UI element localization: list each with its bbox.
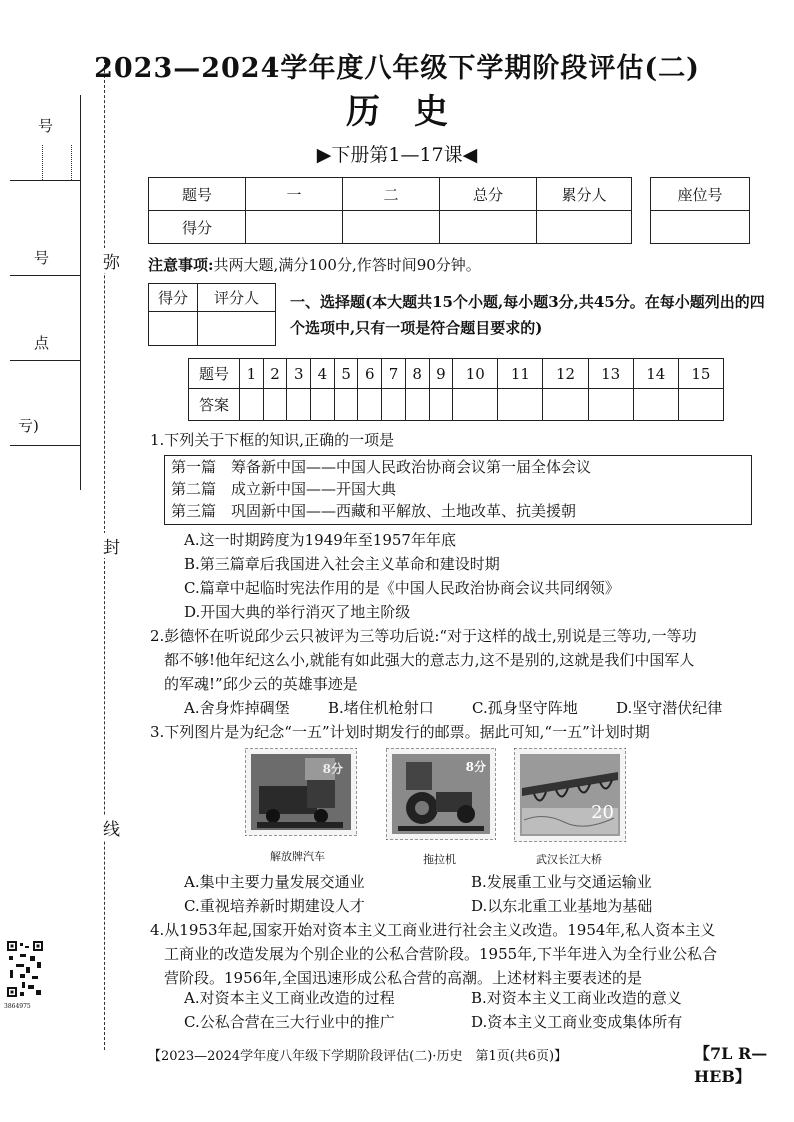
answer-blank-cell[interactable] [429, 389, 453, 421]
q4-option-b[interactable]: B.对资本主义工商业改造的意义 [471, 989, 682, 1007]
answer-blank-cell[interactable] [678, 389, 723, 421]
q3-option-b[interactable]: B.发展重工业与交通运输业 [471, 873, 652, 891]
stamp-caption: 武汉长江大桥 [536, 853, 602, 866]
answer-number-cell: 1 [240, 359, 264, 389]
q1-stem: 1.下列关于下框的知识,正确的一项是 [150, 431, 395, 449]
grader-box [148, 283, 276, 346]
answer-number-cell: 5 [334, 359, 358, 389]
answer-row-label: 题号 [189, 359, 240, 389]
score-table [148, 177, 632, 244]
answer-blank-cell[interactable] [358, 389, 382, 421]
sidebar-label: 号 [34, 249, 50, 267]
answer-number-cell: 2 [263, 359, 287, 389]
seat-table [650, 177, 750, 244]
q3-option-a[interactable]: A.集中主要力量发展交通业 [184, 873, 365, 891]
binding-rule [10, 445, 80, 446]
q4-stem-line: 工商业的改造发展为个别企业的公私合营阶段。1955年,下半年进入为全行业公私合 [164, 945, 717, 963]
answer-number-cell: 9 [429, 359, 453, 389]
q2-option-d[interactable]: D.坚守潜伏纪律 [616, 699, 723, 717]
answer-row-label: 答案 [189, 389, 240, 421]
answer-blank-cell[interactable] [543, 389, 588, 421]
score-cell[interactable] [537, 211, 632, 244]
notice-text: 共两大题,满分100分,作答时间90分钟。 [213, 256, 481, 274]
seal-char: 封 [103, 533, 120, 558]
exam-title: 2023—2024学年度八年级下学期阶段评估(二) [94, 53, 700, 84]
binding-rule [10, 180, 80, 181]
stamp-truck [245, 748, 357, 836]
answer-blank-cell[interactable] [588, 389, 633, 421]
score-table-row-label: 得分 [149, 211, 246, 244]
section-1-title: 一、选择题(本大题共15个小题,每小题3分,共45分。在每小题列出的四个选项中,只有一项是符合题目要求的) [290, 293, 765, 337]
seal-char: 线 [103, 815, 120, 840]
stamp-bridge [514, 748, 626, 842]
answer-number-cell: 11 [498, 359, 543, 389]
qr-code [6, 940, 44, 998]
q1-option-b[interactable]: B.第三篇章后我国进入社会主义革命和建设时期 [184, 555, 500, 573]
stamp-value: 20 [591, 802, 614, 823]
stamp-value: 8分 [322, 762, 343, 776]
q2-option-a[interactable]: A.舍身炸掉碉堡 [184, 699, 290, 717]
seal-char: 弥 [103, 248, 120, 273]
q2-stem-line: 2.彭德怀在听说邱少云只被评为三等功后说:“对于这样的战士,别说是三等功,一等功 [150, 627, 697, 645]
q1-options [184, 528, 620, 624]
answer-number-cell: 8 [405, 359, 429, 389]
q2-option-b[interactable]: B.堵住机枪射口 [328, 699, 434, 717]
q2-option-c[interactable]: C.孤身坚守阵地 [472, 699, 578, 717]
q4-stem-line: 4.从1953年起,国家开始对资本主义工商业进行社会主义改造。1954年,私人资本主义 [150, 921, 716, 939]
score-table-header-label: 题号 [149, 178, 246, 211]
paper-code: 【7L R—HEB】 [694, 1044, 768, 1086]
score-table-col: 累分人 [537, 178, 632, 211]
sidebar-label: 亏) [18, 417, 39, 435]
q3-stem: 3.下列图片是为纪念“一五”计划时期发行的邮票。据此可知,“一五”计划时期 [150, 723, 650, 741]
notice [148, 254, 481, 275]
q1-box-line: 第二篇 成立新中国——开国大典 [171, 480, 397, 498]
answer-blank-cell[interactable] [382, 389, 406, 421]
seat-cell[interactable] [651, 211, 750, 244]
answer-blank-cell[interactable] [263, 389, 287, 421]
binding-rule [10, 275, 80, 276]
q4-stem-line: 营阶段。1956年,全国迅速形成公私合营的高潮。上述材料主要表述的是 [164, 969, 642, 987]
page-footer: 【2023—2024学年度八年级下学期阶段评估(二)·历史 第1页(共6页)】 [148, 1049, 568, 1064]
stamp-value: 8分 [465, 760, 486, 774]
answer-table [188, 358, 724, 421]
q3-option-d[interactable]: D.以东北重工业基地为基础 [471, 897, 653, 915]
answer-blank-cell[interactable] [311, 389, 335, 421]
q1-option-c[interactable]: C.篇章中起临时宪法作用的是《中国人民政治协商会议共同纲领》 [184, 579, 620, 597]
subject-title: 历史 [346, 92, 482, 132]
q1-option-a[interactable]: A.这一时期跨度为1949年至1957年年底 [184, 531, 456, 549]
q4-option-d[interactable]: D.资本主义工商业变成集体所有 [471, 1013, 683, 1031]
q1-option-d[interactable]: D.开国大典的举行消灭了地主阶级 [184, 603, 411, 621]
stamp-caption: 解放牌汽车 [270, 850, 325, 863]
q4-option-c[interactable]: C.公私合营在三大行业中的推广 [184, 1013, 395, 1031]
notice-label: 注意事项: [148, 256, 214, 274]
q2-stem-line: 的军魂!”邱少云的英雄事迹是 [164, 675, 358, 693]
answer-number-cell: 13 [588, 359, 633, 389]
answer-blank-cell[interactable] [498, 389, 543, 421]
score-table-col: 总分 [440, 178, 537, 211]
q2-stem-line: 都不够!他年纪这么小,就能有如此强大的意志力,这不是别的,这就是我们中国军人 [164, 651, 695, 669]
q1-box-line: 第一篇 筹备新中国——中国人民政治协商会议第一届全体会议 [171, 458, 592, 476]
answer-blank-cell[interactable] [287, 389, 311, 421]
grader-name-label: 评分人 [198, 284, 276, 312]
stamp-tractor [386, 748, 496, 840]
q2-stem [150, 624, 697, 696]
q1-box [164, 455, 752, 525]
lesson-range: ▶下册第1—17课◀ [316, 144, 478, 166]
answer-number-cell: 12 [543, 359, 588, 389]
score-cell[interactable] [343, 211, 440, 244]
answer-number-cell: 10 [453, 359, 498, 389]
answer-blank-cell[interactable] [240, 389, 264, 421]
answer-number-cell: 14 [633, 359, 678, 389]
answer-blank-cell[interactable] [405, 389, 429, 421]
score-cell[interactable] [440, 211, 537, 244]
qr-caption: 3864975 [4, 1003, 31, 1010]
score-table-col: 一 [246, 178, 343, 211]
answer-blank-cell[interactable] [334, 389, 358, 421]
answer-number-cell: 15 [678, 359, 723, 389]
q4-option-a[interactable]: A.对资本主义工商业改造的过程 [184, 989, 395, 1007]
score-cell[interactable] [246, 211, 343, 244]
answer-number-cell: 7 [382, 359, 406, 389]
binding-rule [10, 360, 80, 361]
answer-blank-cell[interactable] [633, 389, 678, 421]
score-table-col: 二 [343, 178, 440, 211]
sidebar-label: 号 [38, 117, 54, 135]
sidebar-label: 点 [34, 334, 50, 352]
q3-option-c[interactable]: C.重视培养新时期建设人才 [184, 897, 365, 915]
grader-score-label: 得分 [149, 284, 198, 312]
answer-number-cell: 6 [358, 359, 382, 389]
answer-number-cell: 4 [311, 359, 335, 389]
stamp-caption: 拖拉机 [423, 853, 456, 866]
q1-box-line: 第三篇 巩固新中国——西藏和平解放、土地改革、抗美援朝 [171, 502, 577, 520]
grader-score-cell[interactable] [149, 312, 198, 346]
seat-label: 座位号 [651, 178, 750, 211]
answer-number-cell: 3 [287, 359, 311, 389]
q4-stem [150, 918, 717, 990]
answer-blank-cell[interactable] [453, 389, 498, 421]
grader-name-cell[interactable] [198, 312, 276, 346]
